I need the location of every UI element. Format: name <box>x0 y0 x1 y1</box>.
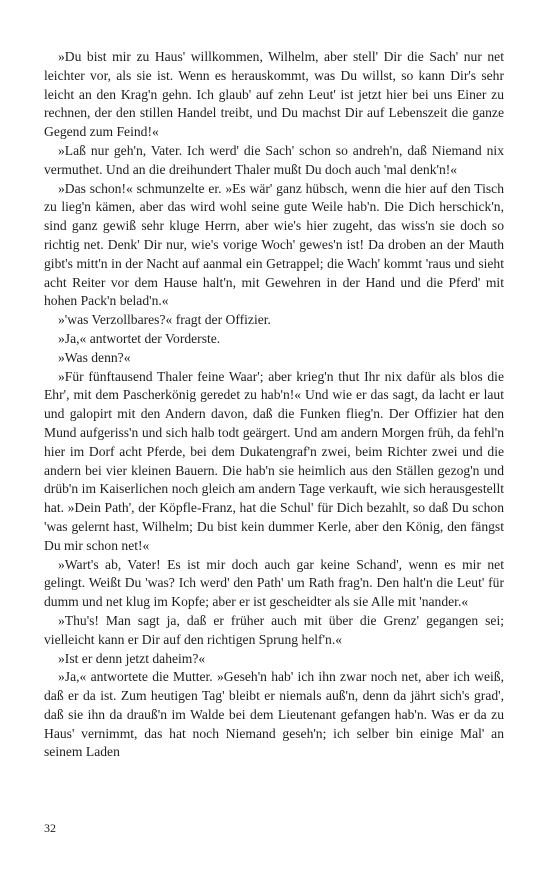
paragraph: »Ja,« antwortet der Vorderste. <box>58 330 221 346</box>
paragraph: »Was denn?« <box>58 349 131 365</box>
paragraph: »Thu's! Man sagt ja, daß er früher auch mit über die Grenz' gegangen sei; vielleicht kann er Dir auf den richtigen Sprung helf'n.« <box>44 612 504 647</box>
paragraph: »Ja,« antwortete die Mutter. »Geseh'n hab' ich ihn zwar noch net, aber ich weiß, daß er da ist. Zum heutigen Tag' bleibt er niemals auß'n, denn da jährt sich's grad', daß sie ihn da drauß'n im Walde bei dem Lieutenant gefangen hab'n. Was er da zu Haus' vernimmt, das hat noch Niemand geseh'n; ich selber bin einige Mal' an seinem Laden <box>44 669 504 760</box>
paragraph: »Für fünftausend Thaler feine Waar'; aber krieg'n thut Ihr nix dafür als blos die Ehr', mit dem Pascherkönig geredet zu hab'n!« Und wie er das sagt, da lacht er laut und galopirt mit den Andern davon, daß die Funken flieg'n. Der Offizier hat den Mund aufgeriss'n und sich halb todt geärgert. Und am andern Morgen früh, da fehl'n hier im Dorf acht Pferde, bei dem Dukatengraf'n zwei, beim Richter zwei und die andern bei vier kleinen Bauern. Die hab'n sie heimlich aus den Ställen gezog'n und drüb'n im Kaiserlichen noch gleich am andern Tage verkauft, wie sich herausgestellt hat. »Dein Path', der Köpfle-Franz, hat die Schul' für Dich bezahlt, so daß Du schon 'was gelernt hast, Wilhelm; Du bist kein dummer Kerle, aber den König, den fängst Du mir schon net!« <box>44 368 504 553</box>
paragraph: »Das schon!« schmunzelte er. »Es wär' ganz hübsch, wenn die hier auf den Tisch zu lieg'n kämen, aber das wird wohl seine gute Weile hab'n. Die Dich herschick'n, sind ganz gewiß sehr kluge Herrn, aber wie's hier zugeht, das wiss'n sie doch so richtig net. Denk' Dir nur, wie's vorige Woch' gewes'n ist! Da droben an der Mauth gibt's mitt'n in der Nacht auf aanmal ein Getrappel; die Wach' kommt 'raus und sieht acht Reiter vor dem Hause halt'n, mit Gewehren in der Hand und die Pferd' mit hohen Pack'n belad'n.« <box>44 180 504 309</box>
page-number: 32 <box>44 821 56 835</box>
page-body <box>44 48 504 762</box>
paragraph: »Laß nur geh'n, Vater. Ich werd' die Sach' schon so andreh'n, daß Niemand nix vermuthet. Und an die dreihundert Thaler mußt Du doch auch 'mal denk'n!« <box>44 142 504 177</box>
paragraph: »Ist er denn jetzt daheim?« <box>58 650 206 666</box>
paragraph: »Du bist mir zu Haus' willkommen, Wilhelm, aber stell' Dir die Sach' nur net leichter vor, als sie ist. Wenn es herauskommt, was Du willst, so kann Dir's sehr leicht an den Krag'n gehn. Ich glaub' auf zehn Leut' ist jetzt hier bei uns Einer zu rechnen, der den stillen Handel treibt, und Du machst Dir auf Lebenszeit die ganze Gegend zum Feind!« <box>44 49 504 140</box>
paragraph: »'was Verzollbares?« fragt der Offizier. <box>58 312 271 328</box>
paragraph: »Wart's ab, Vater! Es ist mir doch auch gar keine Schand', wenn es mir net gelingt. Weißt Du 'was? Ich werd' den Path' um Rath frag'n. Den halt'n die Leut' für dumm und net klug im Kopfe; aber er ist gescheidter als sie Alle mit 'nander.« <box>44 556 504 610</box>
